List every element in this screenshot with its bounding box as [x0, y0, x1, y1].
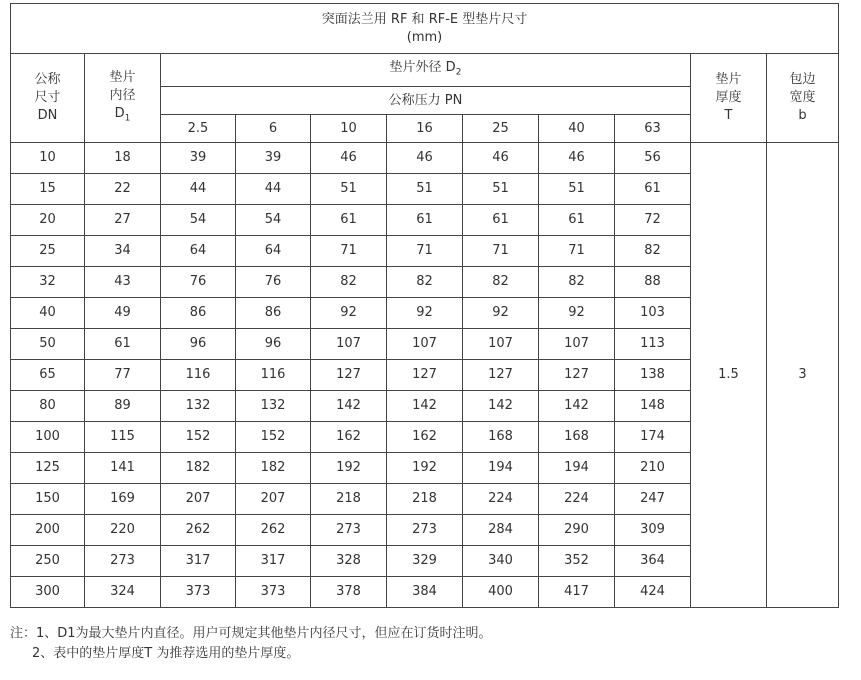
- header-thickness-line3: T: [724, 108, 733, 123]
- outer-diameter-cell: 71: [387, 236, 463, 267]
- outer-diameter-cell: 273: [311, 515, 387, 546]
- outer-diameter-cell: 328: [311, 546, 387, 577]
- outer-diameter-cell: 46: [463, 143, 539, 174]
- outer-diameter-cell: 82: [539, 267, 615, 298]
- header-outer-diameter: [161, 54, 691, 87]
- table-title: [11, 4, 839, 54]
- inner-diameter-cell: 77: [85, 360, 161, 391]
- outer-diameter-cell: 142: [311, 391, 387, 422]
- table-row: [11, 143, 839, 174]
- outer-diameter-cell: 218: [387, 484, 463, 515]
- outer-diameter-cell: 113: [615, 329, 691, 360]
- pn-header-cell: 2.5: [161, 115, 236, 143]
- outer-diameter-cell: 44: [236, 174, 311, 205]
- outer-diameter-cell: 424: [615, 577, 691, 608]
- outer-diameter-cell: 51: [539, 174, 615, 205]
- header-d2-sub: 2: [455, 67, 462, 78]
- header-nominal-size: [11, 54, 85, 143]
- outer-diameter-cell: 168: [463, 422, 539, 453]
- nominal-size-cell: 32: [11, 267, 85, 298]
- header-binding-width-line1: 包边: [789, 72, 816, 87]
- outer-diameter-cell: 103: [615, 298, 691, 329]
- inner-diameter-cell: 220: [85, 515, 161, 546]
- header-thickness-line1: 垫片: [715, 72, 742, 87]
- nominal-size-cell: 65: [11, 360, 85, 391]
- outer-diameter-cell: 340: [463, 546, 539, 577]
- outer-diameter-cell: 82: [463, 267, 539, 298]
- outer-diameter-cell: 384: [387, 577, 463, 608]
- inner-diameter-cell: 22: [85, 174, 161, 205]
- outer-diameter-cell: 86: [236, 298, 311, 329]
- outer-diameter-cell: 148: [615, 391, 691, 422]
- outer-diameter-cell: 309: [615, 515, 691, 546]
- outer-diameter-cell: 51: [387, 174, 463, 205]
- nominal-size-cell: 150: [11, 484, 85, 515]
- outer-diameter-cell: 174: [615, 422, 691, 453]
- header-d1-main: D: [114, 105, 125, 121]
- nominal-size-cell: 20: [11, 205, 85, 236]
- outer-diameter-cell: 92: [387, 298, 463, 329]
- outer-diameter-cell: 373: [161, 577, 236, 608]
- outer-diameter-cell: 56: [615, 143, 691, 174]
- outer-diameter-cell: 54: [161, 205, 236, 236]
- header-inner-diameter-line1: 垫片: [109, 69, 136, 85]
- outer-diameter-cell: 71: [463, 236, 539, 267]
- outer-diameter-cell: 61: [387, 205, 463, 236]
- outer-diameter-cell: 210: [615, 453, 691, 484]
- outer-diameter-cell: 417: [539, 577, 615, 608]
- inner-diameter-cell: 115: [85, 422, 161, 453]
- outer-diameter-cell: 162: [311, 422, 387, 453]
- outer-diameter-cell: 329: [387, 546, 463, 577]
- outer-diameter-cell: 290: [539, 515, 615, 546]
- inner-diameter-cell: 27: [85, 205, 161, 236]
- outer-diameter-cell: 44: [161, 174, 236, 205]
- outer-diameter-cell: 317: [236, 546, 311, 577]
- table-title-text: 突面法兰用 RF 和 RF-E 型垫片尺寸: [321, 11, 528, 27]
- pn-header-cell: 6: [236, 115, 311, 143]
- outer-diameter-cell: 364: [615, 546, 691, 577]
- header-binding-width: [767, 54, 839, 143]
- outer-diameter-cell: 400: [463, 577, 539, 608]
- header-binding-width-line3: b: [798, 108, 807, 123]
- outer-diameter-cell: 142: [463, 391, 539, 422]
- outer-diameter-cell: 168: [539, 422, 615, 453]
- nominal-size-cell: 300: [11, 577, 85, 608]
- outer-diameter-cell: 127: [311, 360, 387, 391]
- pn-header-cell: 63: [615, 115, 691, 143]
- outer-diameter-cell: 61: [311, 205, 387, 236]
- outer-diameter-cell: 76: [236, 267, 311, 298]
- outer-diameter-cell: 46: [539, 143, 615, 174]
- header-inner-diameter-symbol: [85, 105, 160, 128]
- note-line-2: 2、表中的垫片厚度T 为推荐选用的垫片厚度。: [32, 646, 300, 661]
- binding-width-value-cell: 3: [767, 143, 839, 608]
- outer-diameter-cell: 107: [311, 329, 387, 360]
- outer-diameter-cell: 247: [615, 484, 691, 515]
- header-d1-sub: 1: [124, 113, 131, 124]
- outer-diameter-cell: 224: [539, 484, 615, 515]
- outer-diameter-cell: 64: [161, 236, 236, 267]
- note-line-1: 注：1、D1为最大垫片内直径。用户可规定其他垫片内径尺寸，但应在订货时注明。: [10, 626, 492, 641]
- outer-diameter-cell: 224: [463, 484, 539, 515]
- header-thickness: [691, 54, 767, 143]
- outer-diameter-cell: 116: [161, 360, 236, 391]
- inner-diameter-cell: 89: [85, 391, 161, 422]
- inner-diameter-cell: 43: [85, 267, 161, 298]
- gasket-dimension-table-container: [10, 3, 839, 608]
- outer-diameter-cell: 262: [236, 515, 311, 546]
- outer-diameter-cell: 92: [539, 298, 615, 329]
- inner-diameter-cell: 273: [85, 546, 161, 577]
- outer-diameter-cell: 207: [161, 484, 236, 515]
- outer-diameter-cell: 107: [539, 329, 615, 360]
- outer-diameter-cell: 86: [161, 298, 236, 329]
- outer-diameter-cell: 71: [311, 236, 387, 267]
- outer-diameter-cell: 39: [236, 143, 311, 174]
- outer-diameter-cell: 194: [463, 453, 539, 484]
- outer-diameter-cell: 96: [236, 329, 311, 360]
- inner-diameter-cell: 141: [85, 453, 161, 484]
- outer-diameter-cell: 82: [387, 267, 463, 298]
- nominal-size-cell: 125: [11, 453, 85, 484]
- outer-diameter-cell: 194: [539, 453, 615, 484]
- outer-diameter-cell: 182: [236, 453, 311, 484]
- inner-diameter-cell: 324: [85, 577, 161, 608]
- inner-diameter-cell: 61: [85, 329, 161, 360]
- header-nominal-size-line2: 尺寸: [34, 90, 61, 105]
- outer-diameter-cell: 127: [539, 360, 615, 391]
- outer-diameter-cell: 192: [311, 453, 387, 484]
- outer-diameter-cell: 378: [311, 577, 387, 608]
- outer-diameter-cell: 92: [463, 298, 539, 329]
- outer-diameter-cell: 132: [161, 391, 236, 422]
- outer-diameter-cell: 71: [539, 236, 615, 267]
- outer-diameter-cell: 107: [463, 329, 539, 360]
- nominal-size-cell: 50: [11, 329, 85, 360]
- nominal-size-cell: 10: [11, 143, 85, 174]
- outer-diameter-cell: 54: [236, 205, 311, 236]
- outer-diameter-cell: 182: [161, 453, 236, 484]
- outer-diameter-cell: 46: [387, 143, 463, 174]
- nominal-size-cell: 100: [11, 422, 85, 453]
- outer-diameter-cell: 61: [615, 174, 691, 205]
- outer-diameter-cell: 142: [387, 391, 463, 422]
- outer-diameter-cell: 96: [161, 329, 236, 360]
- outer-diameter-cell: 127: [463, 360, 539, 391]
- outer-diameter-cell: 51: [311, 174, 387, 205]
- table-notes: [10, 624, 492, 664]
- outer-diameter-cell: 127: [387, 360, 463, 391]
- outer-diameter-cell: 61: [463, 205, 539, 236]
- outer-diameter-cell: 152: [236, 422, 311, 453]
- pn-header-cell: 16: [387, 115, 463, 143]
- outer-diameter-cell: 82: [311, 267, 387, 298]
- gasket-dimension-table: [10, 3, 839, 608]
- outer-diameter-cell: 262: [161, 515, 236, 546]
- nominal-size-cell: 250: [11, 546, 85, 577]
- outer-diameter-cell: 64: [236, 236, 311, 267]
- outer-diameter-cell: 284: [463, 515, 539, 546]
- header-nominal-size-line3: DN: [37, 108, 58, 123]
- header-binding-width-line2: 宽度: [789, 90, 816, 105]
- outer-diameter-cell: 46: [311, 143, 387, 174]
- outer-diameter-cell: 162: [387, 422, 463, 453]
- outer-diameter-cell: 207: [236, 484, 311, 515]
- header-d2-main: 垫片外径 D: [389, 59, 456, 75]
- outer-diameter-cell: 273: [387, 515, 463, 546]
- outer-diameter-cell: 39: [161, 143, 236, 174]
- pn-header-cell: 10: [311, 115, 387, 143]
- outer-diameter-cell: 373: [236, 577, 311, 608]
- inner-diameter-cell: 169: [85, 484, 161, 515]
- outer-diameter-cell: 138: [615, 360, 691, 391]
- outer-diameter-cell: 51: [463, 174, 539, 205]
- header-inner-diameter: [85, 54, 161, 143]
- inner-diameter-cell: 34: [85, 236, 161, 267]
- outer-diameter-cell: 61: [539, 205, 615, 236]
- outer-diameter-cell: 107: [387, 329, 463, 360]
- nominal-size-cell: 200: [11, 515, 85, 546]
- outer-diameter-cell: 76: [161, 267, 236, 298]
- thickness-value-cell: 1.5: [691, 143, 767, 608]
- outer-diameter-cell: 317: [161, 546, 236, 577]
- header-thickness-line2: 厚度: [715, 90, 742, 105]
- nominal-size-cell: 15: [11, 174, 85, 205]
- outer-diameter-cell: 116: [236, 360, 311, 391]
- inner-diameter-cell: 49: [85, 298, 161, 329]
- header-nominal-size-line1: 公称: [34, 72, 61, 87]
- table-title-unit: (mm): [406, 29, 443, 45]
- outer-diameter-cell: 132: [236, 391, 311, 422]
- nominal-size-cell: 40: [11, 298, 85, 329]
- nominal-size-cell: 25: [11, 236, 85, 267]
- outer-diameter-cell: 92: [311, 298, 387, 329]
- outer-diameter-cell: 192: [387, 453, 463, 484]
- outer-diameter-cell: 88: [615, 267, 691, 298]
- pn-header-cell: 40: [539, 115, 615, 143]
- outer-diameter-cell: 218: [311, 484, 387, 515]
- pn-header-cell: 25: [463, 115, 539, 143]
- outer-diameter-cell: 82: [615, 236, 691, 267]
- nominal-size-cell: 80: [11, 391, 85, 422]
- outer-diameter-cell: 152: [161, 422, 236, 453]
- outer-diameter-cell: 142: [539, 391, 615, 422]
- header-nominal-pressure: 公称压力 PN: [161, 87, 691, 115]
- outer-diameter-cell: 352: [539, 546, 615, 577]
- header-inner-diameter-line2: 内径: [109, 87, 136, 103]
- inner-diameter-cell: 18: [85, 143, 161, 174]
- outer-diameter-cell: 72: [615, 205, 691, 236]
